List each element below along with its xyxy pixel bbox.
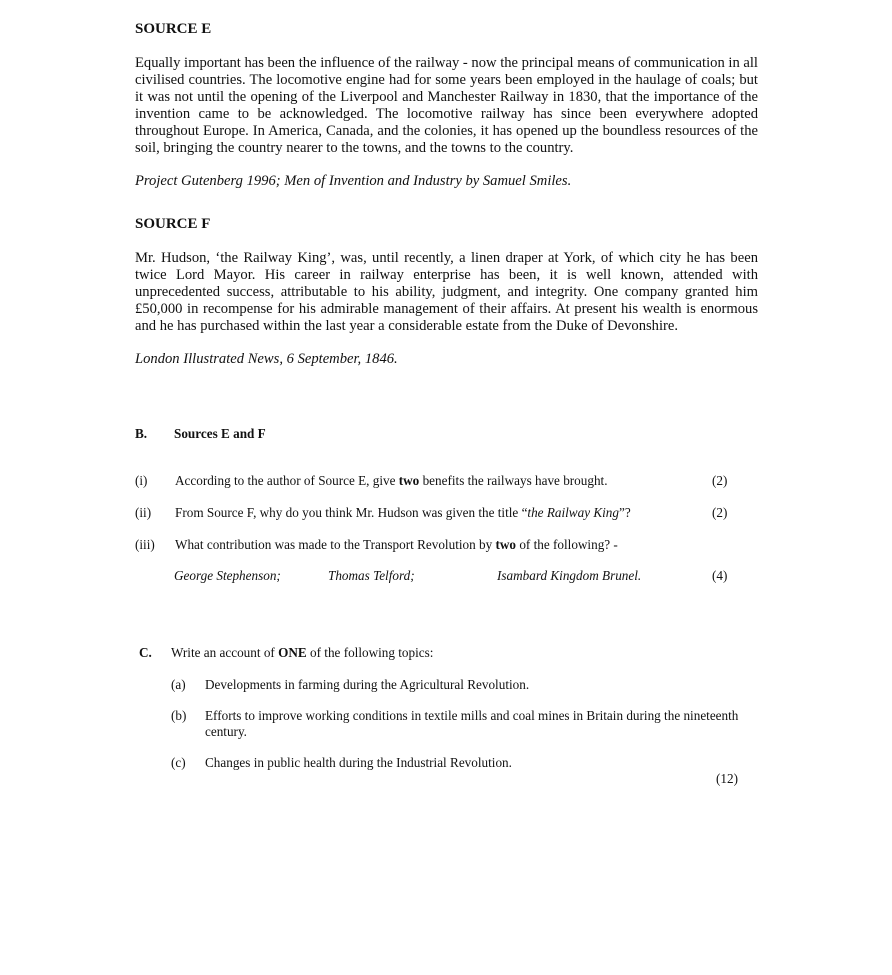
source-f-heading: SOURCE F (135, 216, 211, 232)
section-c-instruction-pre: Write an account of (171, 645, 279, 660)
topic-b-number: (b) (171, 708, 187, 723)
topic-a-number: (a) (171, 677, 186, 692)
question-b-iii-number: (iii) (135, 537, 155, 552)
source-e-citation: Project Gutenberg 1996; Men of Invention and Industry by Samuel Smiles. (135, 173, 572, 189)
topic-b-text: Efforts to improve working conditions in textile mills and coal mines in Britain during the nineteenth century. (205, 708, 739, 739)
question-b-i-text-post: benefits the railways have brought. (419, 473, 608, 488)
question-b-ii-marks: (2) (712, 505, 728, 520)
section-c-instruction (171, 645, 433, 661)
section-b-letter: B. (135, 426, 148, 441)
question-b-ii (175, 505, 631, 521)
question-b-ii-text-post: ”? (619, 505, 631, 520)
source-e-text: Equally important has been the influence of the railway - now the principal means of communication in all civilised countries. The locomotive engine had for some years been employed in the haulage of coals; but it was not until the opening of the Liverpool and Manchester Railway in 1830, that the importance of the invention came to be acknowledged. The locomotive railway has since been everywhere adopted throughout Europe. In America, Canada, and the colonies, it has opened up the boundless resources of the soil, bringing the country nearer to the towns, and the towns to the country. (135, 55, 758, 156)
source-f-citation: London Illustrated News, 6 September, 1846. (135, 351, 398, 367)
question-b-ii-text-pre: From Source F, why do you think Mr. Hudson was given the title “ (175, 505, 528, 520)
question-b-iii (175, 537, 618, 553)
person-thomas-telford: Thomas Telford; (328, 568, 415, 583)
section-c-letter: C. (139, 645, 152, 660)
question-b-ii-number: (ii) (135, 505, 152, 520)
section-b-title: Sources E and F (174, 426, 266, 441)
section-c-instruction-emphasis: ONE (278, 645, 307, 660)
topic-a-text: Developments in farming during the Agricultural Revolution. (205, 677, 530, 692)
question-b-iii-marks: (4) (712, 568, 728, 583)
topic-c-text: Changes in public health during the Industrial Revolution. (205, 755, 512, 770)
question-b-ii-title-quote: the Railway King (527, 505, 619, 520)
section-c-instruction-post: of the following topics: (306, 645, 434, 660)
question-b-iii-emphasis: two (495, 537, 517, 552)
question-b-i-emphasis: two (398, 473, 420, 488)
source-f-text: Mr. Hudson, ‘the Railway King’, was, until recently, a linen draper at York, of which city he has been twice Lord Mayor. His career in railway enterprise has been, it is well known, attended with unprecedented success, attributable to his ability, judgment, and integrity. One company granted him £50,000 in recompense for his admirable management of their affairs. At present his wealth is enormous and he has purchased within the last year a considerable estate from the Duke of Devonshire. (135, 250, 758, 334)
question-b-iii-text-post: of the following? - (516, 537, 618, 552)
person-george-stephenson: George Stephenson; (174, 568, 281, 583)
person-isambard-brunel: Isambard Kingdom Brunel. (497, 568, 642, 583)
source-e-heading: SOURCE E (135, 21, 212, 37)
topic-c-number: (c) (171, 755, 186, 770)
question-b-iii-text-pre: What contribution was made to the Transport Revolution by (175, 537, 496, 552)
section-c-marks: (12) (716, 771, 738, 786)
question-b-i-number: (i) (135, 473, 148, 488)
question-b-i (175, 473, 608, 489)
question-b-i-text-pre: According to the author of Source E, give (175, 473, 399, 488)
question-b-i-marks: (2) (712, 473, 728, 488)
